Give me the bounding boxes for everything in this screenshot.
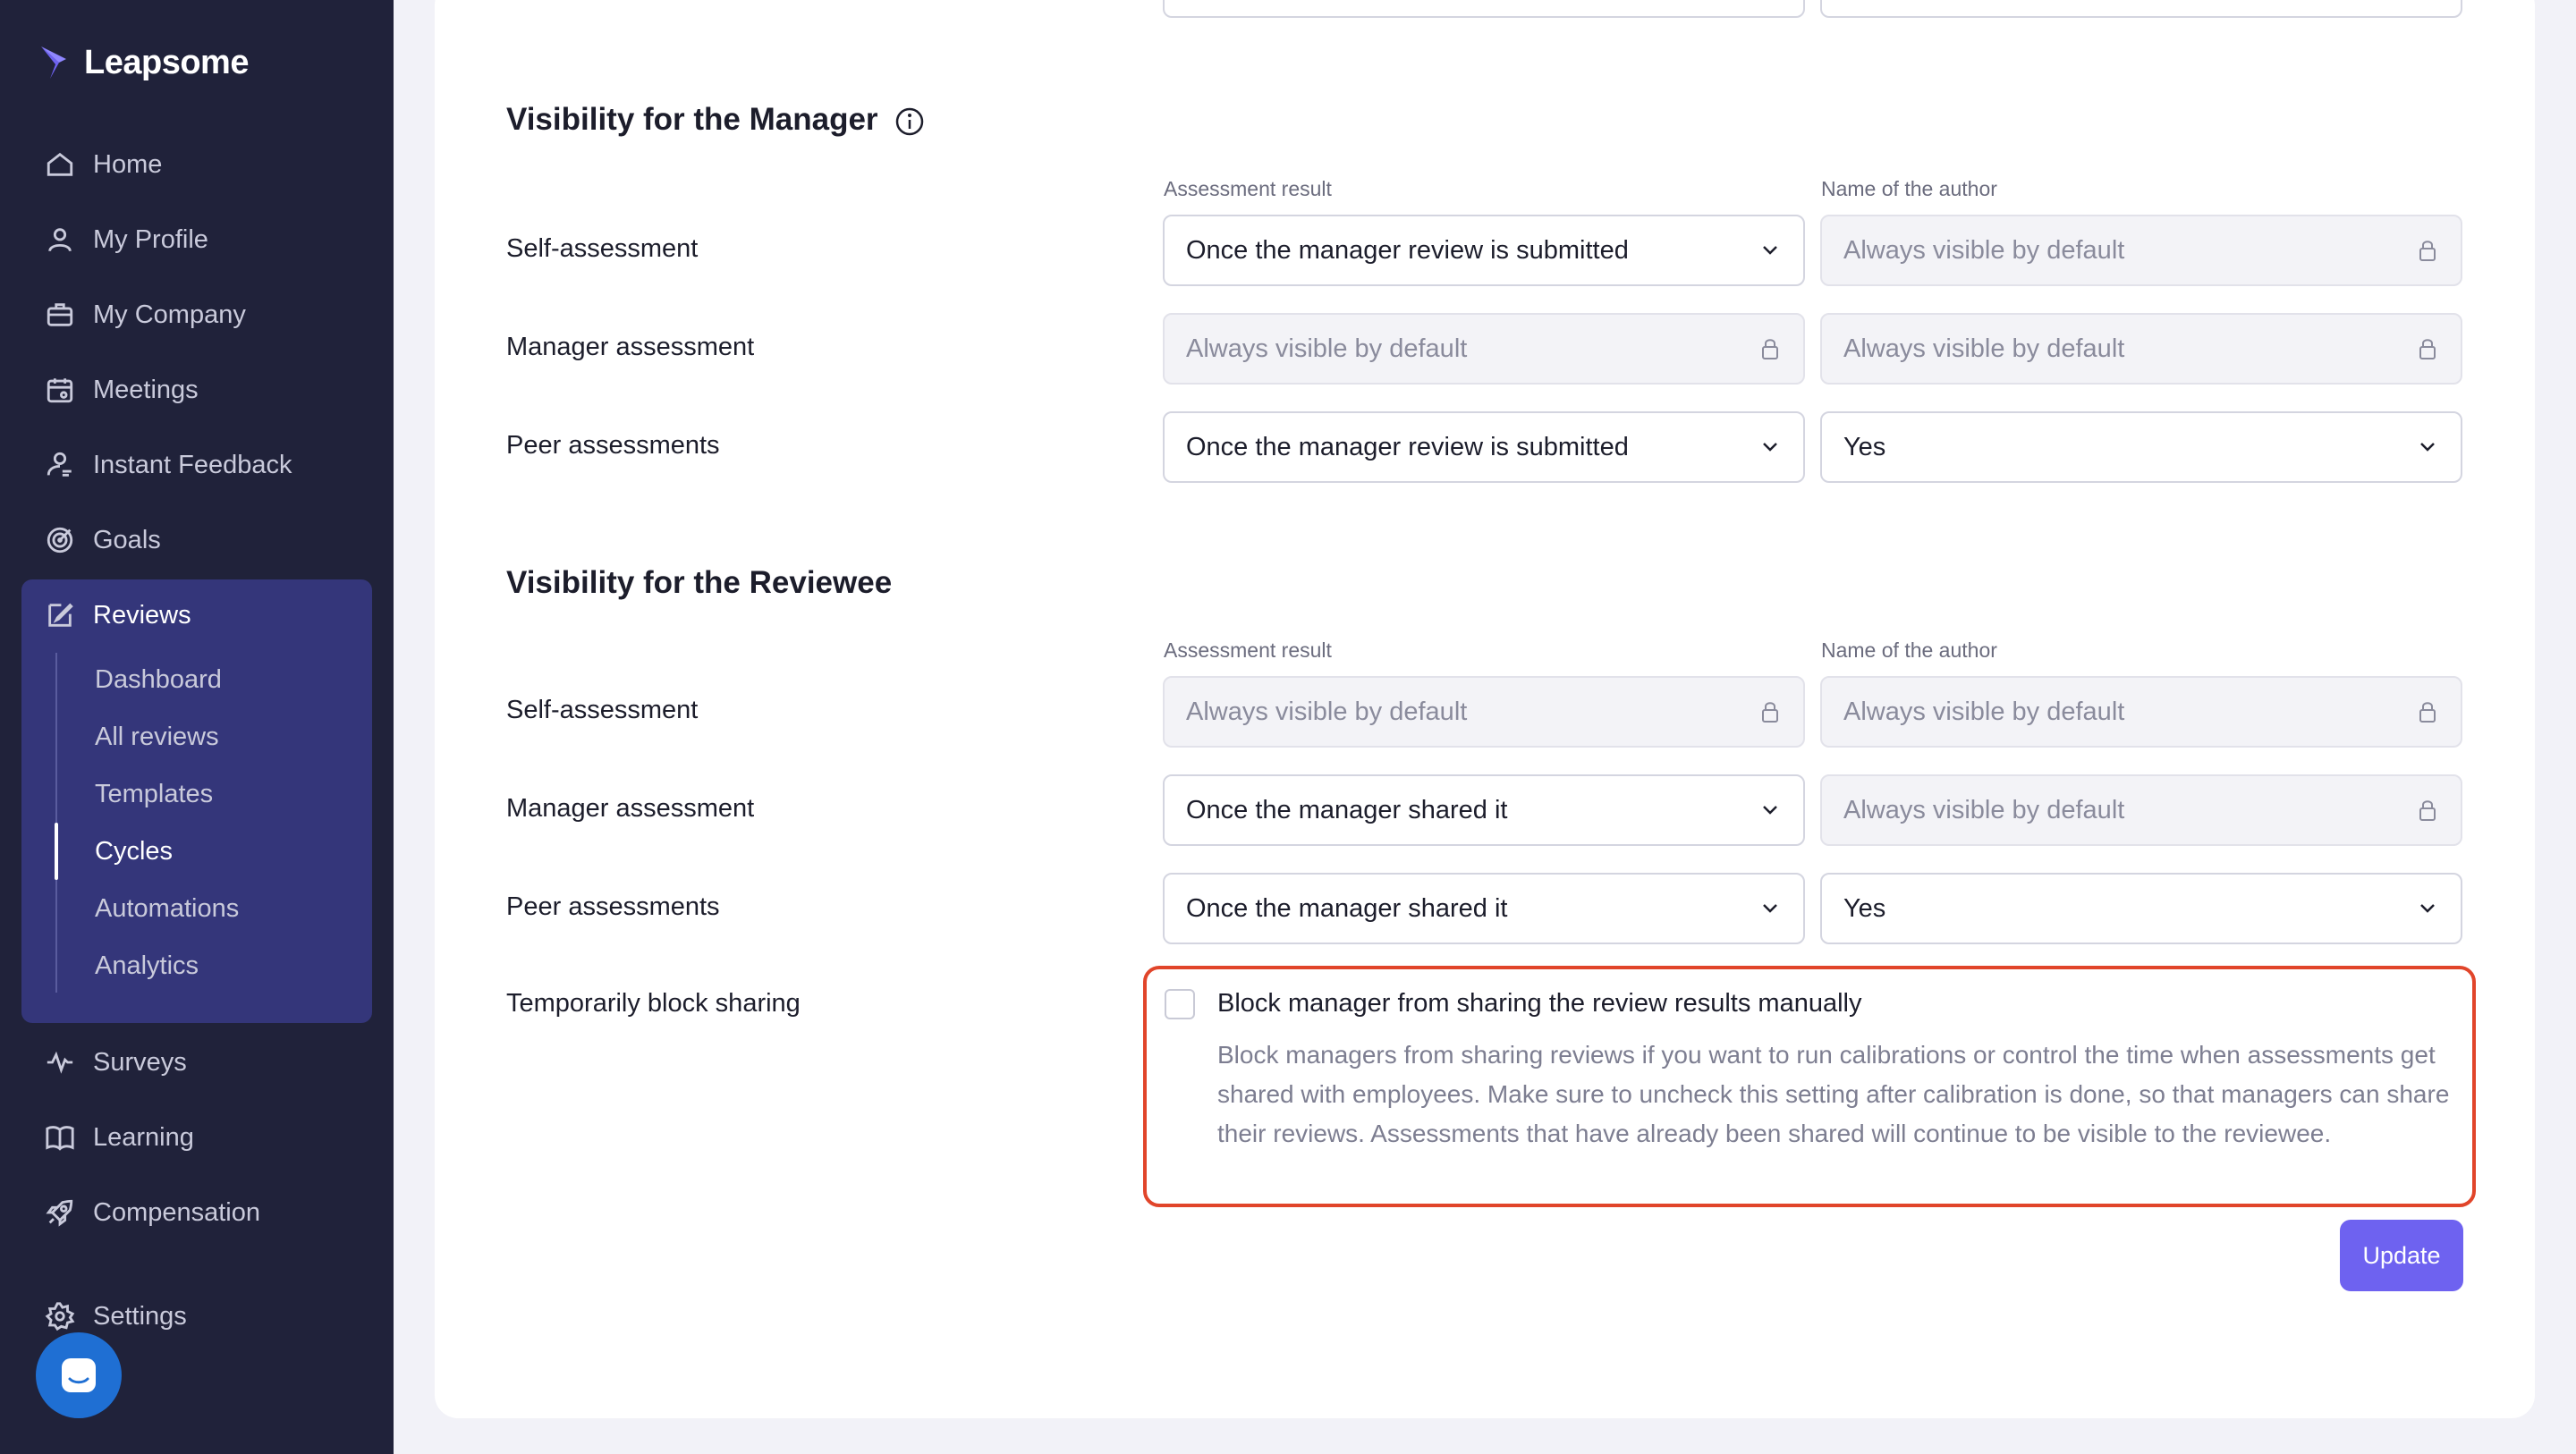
info-icon[interactable] bbox=[894, 106, 925, 137]
select-value: Once the manager review is submitted bbox=[1186, 432, 1629, 461]
column-label-author-name: Name of the author bbox=[1821, 177, 1997, 200]
gear-icon bbox=[43, 1299, 77, 1333]
locked-value: Always visible by default bbox=[1843, 795, 2125, 824]
sidebar-item-label: Home bbox=[93, 149, 163, 179]
row-label-peer-assessments: Peer assessments bbox=[506, 431, 720, 460]
edit-icon bbox=[43, 598, 77, 632]
block-sharing-checkbox[interactable] bbox=[1165, 989, 1195, 1019]
chevron-down-icon bbox=[1757, 434, 1784, 461]
locked-value: Always visible by default bbox=[1843, 334, 2125, 363]
lock-icon bbox=[2414, 797, 2441, 824]
sidebar-subitem-all-reviews[interactable]: All reviews bbox=[95, 723, 219, 751]
column-label-author-name: Name of the author bbox=[1821, 638, 1997, 662]
previous-section-field-2[interactable] bbox=[1820, 0, 2462, 18]
chevron-down-icon bbox=[2414, 895, 2441, 922]
sidebar-item-my-company[interactable] bbox=[43, 290, 246, 340]
sidebar-item-label: Meetings bbox=[93, 375, 199, 404]
sidebar-item-goals[interactable] bbox=[43, 515, 161, 565]
sidebar-item-label: Learning bbox=[93, 1122, 194, 1152]
sidebar-subitem-automations[interactable]: Automations bbox=[95, 894, 240, 923]
block-sharing-description: Block managers from sharing reviews if you want to run calibrations or control the time when assessments get shared with employees. Make sure to uncheck this setting after calibration is done, so that managers can share their reviews. Assessments that have already been shared will continue to be visible to the reviewee. bbox=[1217, 1041, 2450, 1147]
feedback-icon bbox=[43, 448, 77, 482]
column-label-assessment-result: Assessment result bbox=[1164, 638, 1332, 662]
sidebar-item-label: Goals bbox=[93, 525, 161, 554]
row-label-self-assessment: Self-assessment bbox=[506, 234, 699, 263]
select-value: Once the manager review is submitted bbox=[1186, 235, 1629, 265]
reviewee-self-author-locked bbox=[1820, 676, 2462, 748]
target-icon bbox=[43, 523, 77, 557]
lock-icon bbox=[2414, 237, 2441, 264]
row-label-peer-assessments: Peer assessments bbox=[506, 892, 720, 921]
sidebar-subitem-analytics[interactable]: Analytics bbox=[95, 951, 199, 980]
row-label-manager-assessment: Manager assessment bbox=[506, 333, 755, 361]
lock-icon bbox=[2414, 335, 2441, 362]
select-value: Yes bbox=[1843, 893, 1886, 923]
select-value: Once the manager shared it bbox=[1186, 893, 1508, 923]
sidebar-item-compensation[interactable] bbox=[43, 1188, 260, 1238]
reviewee-section-title: Visibility for the Reviewee bbox=[506, 565, 893, 600]
sidebar-item-home[interactable] bbox=[43, 139, 162, 190]
sidebar-item-meetings[interactable] bbox=[43, 365, 199, 415]
leapsome-logo[interactable] bbox=[39, 43, 249, 82]
reviewee-peer-author-select[interactable] bbox=[1820, 873, 2462, 944]
reviewee-manager-author-locked bbox=[1820, 774, 2462, 846]
manager-manager-author-locked bbox=[1820, 313, 2462, 385]
sidebar bbox=[0, 0, 394, 1454]
book-icon bbox=[43, 1120, 77, 1154]
locked-value: Always visible by default bbox=[1843, 697, 2125, 726]
lock-icon bbox=[1757, 335, 1784, 362]
home-icon bbox=[43, 148, 77, 182]
sidebar-item-label: Surveys bbox=[93, 1047, 187, 1077]
user-icon bbox=[43, 223, 77, 257]
sidebar-item-label: Settings bbox=[93, 1301, 187, 1331]
row-label-self-assessment: Self-assessment bbox=[506, 696, 699, 724]
chevron-down-icon bbox=[1757, 237, 1784, 264]
pulse-icon bbox=[43, 1045, 77, 1079]
row-label-manager-assessment: Manager assessment bbox=[506, 794, 755, 823]
lock-icon bbox=[2414, 698, 2441, 725]
chat-icon bbox=[58, 1355, 99, 1396]
briefcase-icon bbox=[43, 298, 77, 332]
locked-value: Always visible by default bbox=[1843, 235, 2125, 265]
locked-value: Always visible by default bbox=[1186, 697, 1468, 726]
block-sharing-checkbox-label[interactable]: Block manager from sharing the review results manually bbox=[1217, 989, 1862, 1018]
sidebar-item-label: Compensation bbox=[93, 1197, 260, 1227]
sidebar-item-my-profile[interactable] bbox=[43, 215, 208, 265]
reviewee-manager-result-select[interactable] bbox=[1163, 774, 1805, 846]
manager-self-result-select[interactable] bbox=[1163, 215, 1805, 286]
select-value: Once the manager shared it bbox=[1186, 795, 1508, 824]
sidebar-item-surveys[interactable] bbox=[43, 1037, 187, 1087]
manager-self-author-locked bbox=[1820, 215, 2462, 286]
reviewee-self-result-locked bbox=[1163, 676, 1805, 748]
sidebar-item-reviews[interactable] bbox=[43, 590, 191, 640]
chevron-down-icon bbox=[1757, 895, 1784, 922]
reviewee-peer-result-select[interactable] bbox=[1163, 873, 1805, 944]
manager-manager-result-locked bbox=[1163, 313, 1805, 385]
sidebar-item-label: My Company bbox=[93, 300, 246, 329]
leapsome-bird-icon bbox=[39, 43, 75, 82]
sidebar-item-label: Reviews bbox=[93, 600, 191, 630]
sidebar-subitem-templates[interactable]: Templates bbox=[95, 780, 214, 808]
select-value: Yes bbox=[1843, 432, 1886, 461]
submenu-active-indicator bbox=[55, 823, 58, 880]
sidebar-subitem-dashboard[interactable]: Dashboard bbox=[95, 665, 222, 694]
chevron-down-icon bbox=[2414, 434, 2441, 461]
previous-section-field-1[interactable] bbox=[1163, 0, 1805, 18]
update-button[interactable]: Update bbox=[2340, 1220, 2463, 1291]
locked-value: Always visible by default bbox=[1186, 334, 1468, 363]
manager-section-title: Visibility for the Manager bbox=[506, 102, 878, 137]
sidebar-item-label: Instant Feedback bbox=[93, 450, 292, 479]
lock-icon bbox=[1757, 698, 1784, 725]
chevron-down-icon bbox=[1757, 797, 1784, 824]
rocket-icon bbox=[43, 1196, 77, 1230]
manager-peer-result-select[interactable] bbox=[1163, 411, 1805, 483]
sidebar-item-learning[interactable] bbox=[43, 1112, 194, 1162]
manager-peer-author-select[interactable] bbox=[1820, 411, 2462, 483]
sidebar-item-instant-feedback[interactable] bbox=[43, 440, 292, 490]
calendar-icon bbox=[43, 373, 77, 407]
sidebar-subitem-cycles[interactable]: Cycles bbox=[95, 837, 174, 866]
row-label-temporarily-block-sharing: Temporarily block sharing bbox=[506, 989, 801, 1018]
brand-name: Leapsome bbox=[84, 43, 249, 81]
column-label-assessment-result: Assessment result bbox=[1164, 177, 1332, 200]
chat-launcher-button[interactable] bbox=[36, 1332, 122, 1418]
sidebar-item-label: My Profile bbox=[93, 224, 208, 254]
